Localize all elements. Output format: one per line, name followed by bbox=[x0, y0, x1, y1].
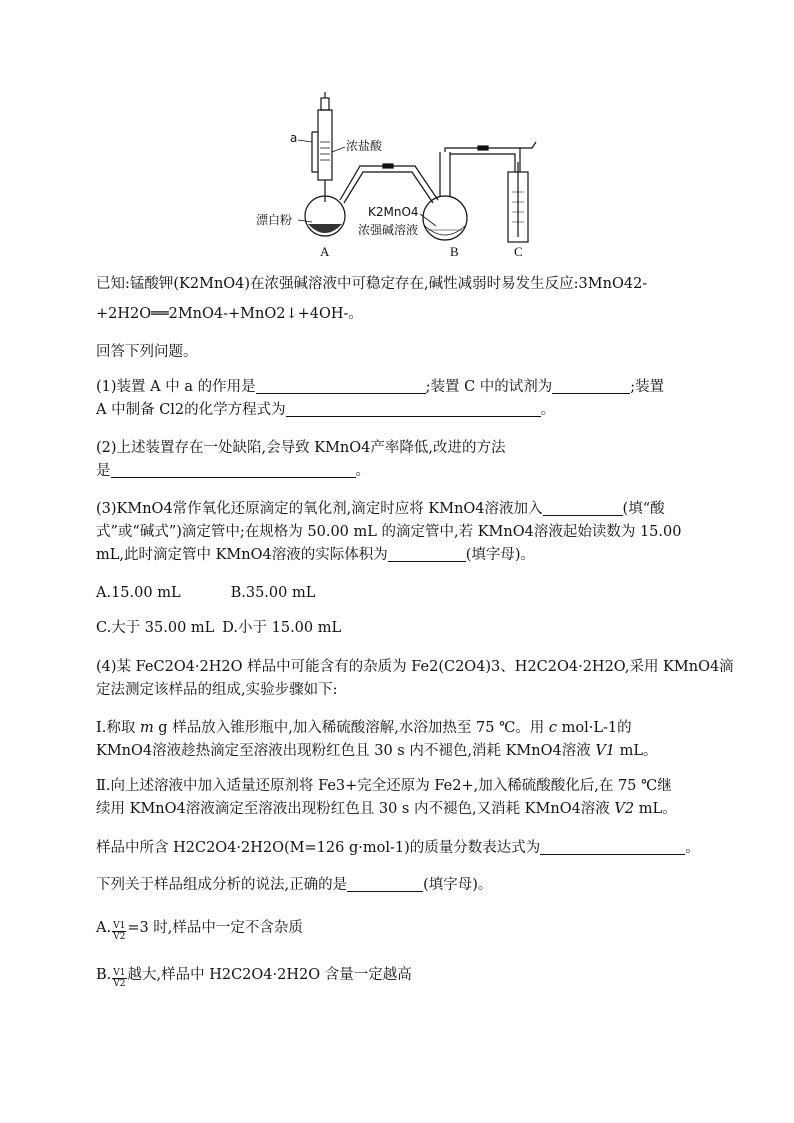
q4-step2-text-2: mL。 bbox=[634, 801, 677, 817]
q4-analysis-line bbox=[96, 873, 700, 897]
fraction-numerator: V1 bbox=[113, 921, 126, 931]
q3-blank-2[interactable] bbox=[388, 545, 466, 562]
q4-analysis-text-2: (填字母)。 bbox=[423, 877, 493, 893]
intro-text: 回答下列问题。 bbox=[96, 344, 198, 360]
q1-blank-3[interactable] bbox=[286, 400, 541, 417]
q3-option-c[interactable]: C.大于 35.00 mL bbox=[96, 620, 215, 636]
q2-text-1: 是 bbox=[96, 463, 111, 479]
q3-line-3 bbox=[96, 543, 700, 567]
q3-blank-1[interactable] bbox=[543, 499, 623, 516]
q1-text-2: ;装置 C 中的试剂为 bbox=[425, 379, 553, 395]
q3-text-3: mL,此时滴定管中 KMnO4溶液的实际体积为 bbox=[96, 547, 388, 563]
q4-analysis-text-1: 下列关于样品组成分析的说法,正确的是 bbox=[96, 877, 348, 893]
q1-text-4: A 中制备 Cl2的化学方程式为 bbox=[96, 402, 286, 418]
q4-option-a-text: =3 时,样品中一定不含杂质 bbox=[127, 920, 303, 936]
q4-step2-v2: V2 bbox=[614, 801, 635, 817]
q4-step1-text-3: mol·L-1的 bbox=[557, 720, 632, 736]
q2-line-2 bbox=[96, 459, 700, 483]
q4-line-1: (4)某 FeC2O4·2H2O 样品中可能含有的杂质为 Fe2(C2O4)3、H2C2O4·2H2O,采用 KMnO4滴 bbox=[96, 659, 734, 675]
q3-option-a[interactable]: A.15.00 mL bbox=[96, 585, 181, 601]
q4-mass-text-2: 。 bbox=[685, 840, 700, 856]
q1-line-2 bbox=[96, 398, 700, 422]
q4-step1-text-1: Ⅰ.称取 bbox=[96, 720, 140, 736]
q3-text-4: (填字母)。 bbox=[465, 547, 536, 563]
q4-mass-text-1: 样品中所含 H2C2O4·2H2O(M=126 g·mol-1)的质量分数表达式为 bbox=[96, 840, 541, 856]
q4-step1-m: m bbox=[139, 720, 154, 736]
connecting-tube-bc bbox=[445, 148, 520, 172]
q3-text-1: (3)KMnO4常作氧化还原滴定的氧化剂,滴定时应将 KMnO4溶液加入 bbox=[96, 501, 543, 517]
label-hcl: 浓盐酸 bbox=[346, 139, 383, 153]
q4-step1-text-4: KMnO4溶液趁热滴定至溶液出现粉红色且 30 s 内不褪色,消耗 KMnO4溶液 bbox=[96, 743, 596, 759]
q4-option-a-fraction bbox=[112, 921, 126, 942]
flask-b bbox=[423, 196, 467, 240]
label-flask-a: A bbox=[320, 244, 330, 259]
funnel-body bbox=[318, 110, 332, 180]
q4-analysis-blank[interactable] bbox=[347, 875, 423, 892]
label-alkali: 浓强碱溶液 bbox=[358, 223, 419, 237]
q4-step2-line-1: Ⅱ.向上述溶液中加入适量还原剂将 Fe3+完全还原为 Fe2+,加入稀硫酸酸化后,在 75 ℃继 bbox=[96, 778, 672, 794]
label-cylinder-c: C bbox=[514, 244, 523, 259]
q4-step2-line-2 bbox=[96, 797, 700, 821]
q4-line-2: 定法测定该样品的组成,实验步骤如下: bbox=[96, 682, 338, 698]
apparatus-figure bbox=[250, 92, 560, 262]
known-line-2: +2H2O══2MnO4-+MnO2↓+4OH-。 bbox=[96, 306, 363, 322]
q1-text-1: (1)装置 A 中 a 的作用是 bbox=[96, 379, 256, 395]
q1-text-5: 。 bbox=[540, 402, 556, 418]
q1-text-3: ;装置 bbox=[630, 379, 665, 395]
fraction-denominator: V2 bbox=[113, 932, 126, 942]
q2-blank[interactable] bbox=[111, 461, 356, 478]
q4-option-a-prefix: A. bbox=[96, 920, 112, 936]
label-k2mno4: K2MnO4 bbox=[368, 205, 419, 219]
q4-step1-c: c bbox=[548, 720, 558, 736]
label-a: a bbox=[290, 131, 298, 145]
q1-blank-2[interactable] bbox=[552, 377, 630, 394]
q4-step2-text-1: 续用 KMnO4溶液滴定至溶液出现粉红色且 30 s 内不褪色,又消耗 KMnO4溶液 bbox=[96, 801, 615, 817]
q4-option-b[interactable] bbox=[96, 963, 700, 989]
fraction-denominator: V2 bbox=[113, 979, 126, 989]
q3-options-row-1 bbox=[96, 581, 700, 605]
q1-blank-1[interactable] bbox=[256, 377, 426, 394]
q3-options-row-2 bbox=[96, 616, 700, 640]
q4-option-b-prefix: B. bbox=[96, 967, 112, 983]
q4-step1-text-5: mL。 bbox=[615, 743, 658, 759]
q4-mass-blank[interactable] bbox=[540, 838, 685, 855]
q3-line-1 bbox=[96, 497, 700, 521]
q1-line-1 bbox=[96, 375, 700, 399]
q2-text-2: 。 bbox=[355, 463, 370, 479]
q4-step1-line-2 bbox=[96, 739, 700, 763]
q4-mass-line bbox=[96, 836, 700, 860]
q4-option-a[interactable] bbox=[96, 916, 700, 942]
q4-step1-text-2: g 样品放入锥形瓶中,加入稀硫酸溶解,水浴加热至 75 ℃。用 bbox=[153, 720, 549, 736]
connecting-tube-ab bbox=[340, 166, 438, 200]
label-flask-b: B bbox=[450, 244, 459, 259]
funnel-stopper bbox=[321, 98, 329, 110]
q3-option-d[interactable]: D.小于 15.00 mL bbox=[222, 620, 342, 636]
q2-line-1: (2)上述装置存在一处缺陷,会导致 KMnO4产率降低,改进的方法 bbox=[96, 440, 506, 456]
q3-option-b[interactable]: B.35.00 mL bbox=[230, 585, 316, 601]
q3-text-2: (填“酸 bbox=[622, 501, 665, 517]
q4-step1-line-1 bbox=[96, 716, 700, 740]
q4-option-b-fraction bbox=[112, 968, 126, 989]
q4-step1-v1: V1 bbox=[595, 743, 616, 759]
apparatus-diagram bbox=[250, 92, 560, 262]
known-line-1: 已知:锰酸钾(K2MnO4)在浓强碱溶液中可稳定存在,碱性减弱时易发生反应:3MnO42- bbox=[96, 276, 648, 292]
q4-option-b-text: 越大,样品中 H2C2O4·2H2O 含量一定越高 bbox=[127, 967, 412, 983]
label-bleach: 漂白粉 bbox=[256, 213, 293, 227]
fraction-numerator: V1 bbox=[113, 968, 126, 978]
q3-line-2: 式”或“碱式”)滴定管中;在规格为 50.00 mL 的滴定管中,若 KMnO4溶液起始读数为 15.00 bbox=[96, 524, 682, 540]
